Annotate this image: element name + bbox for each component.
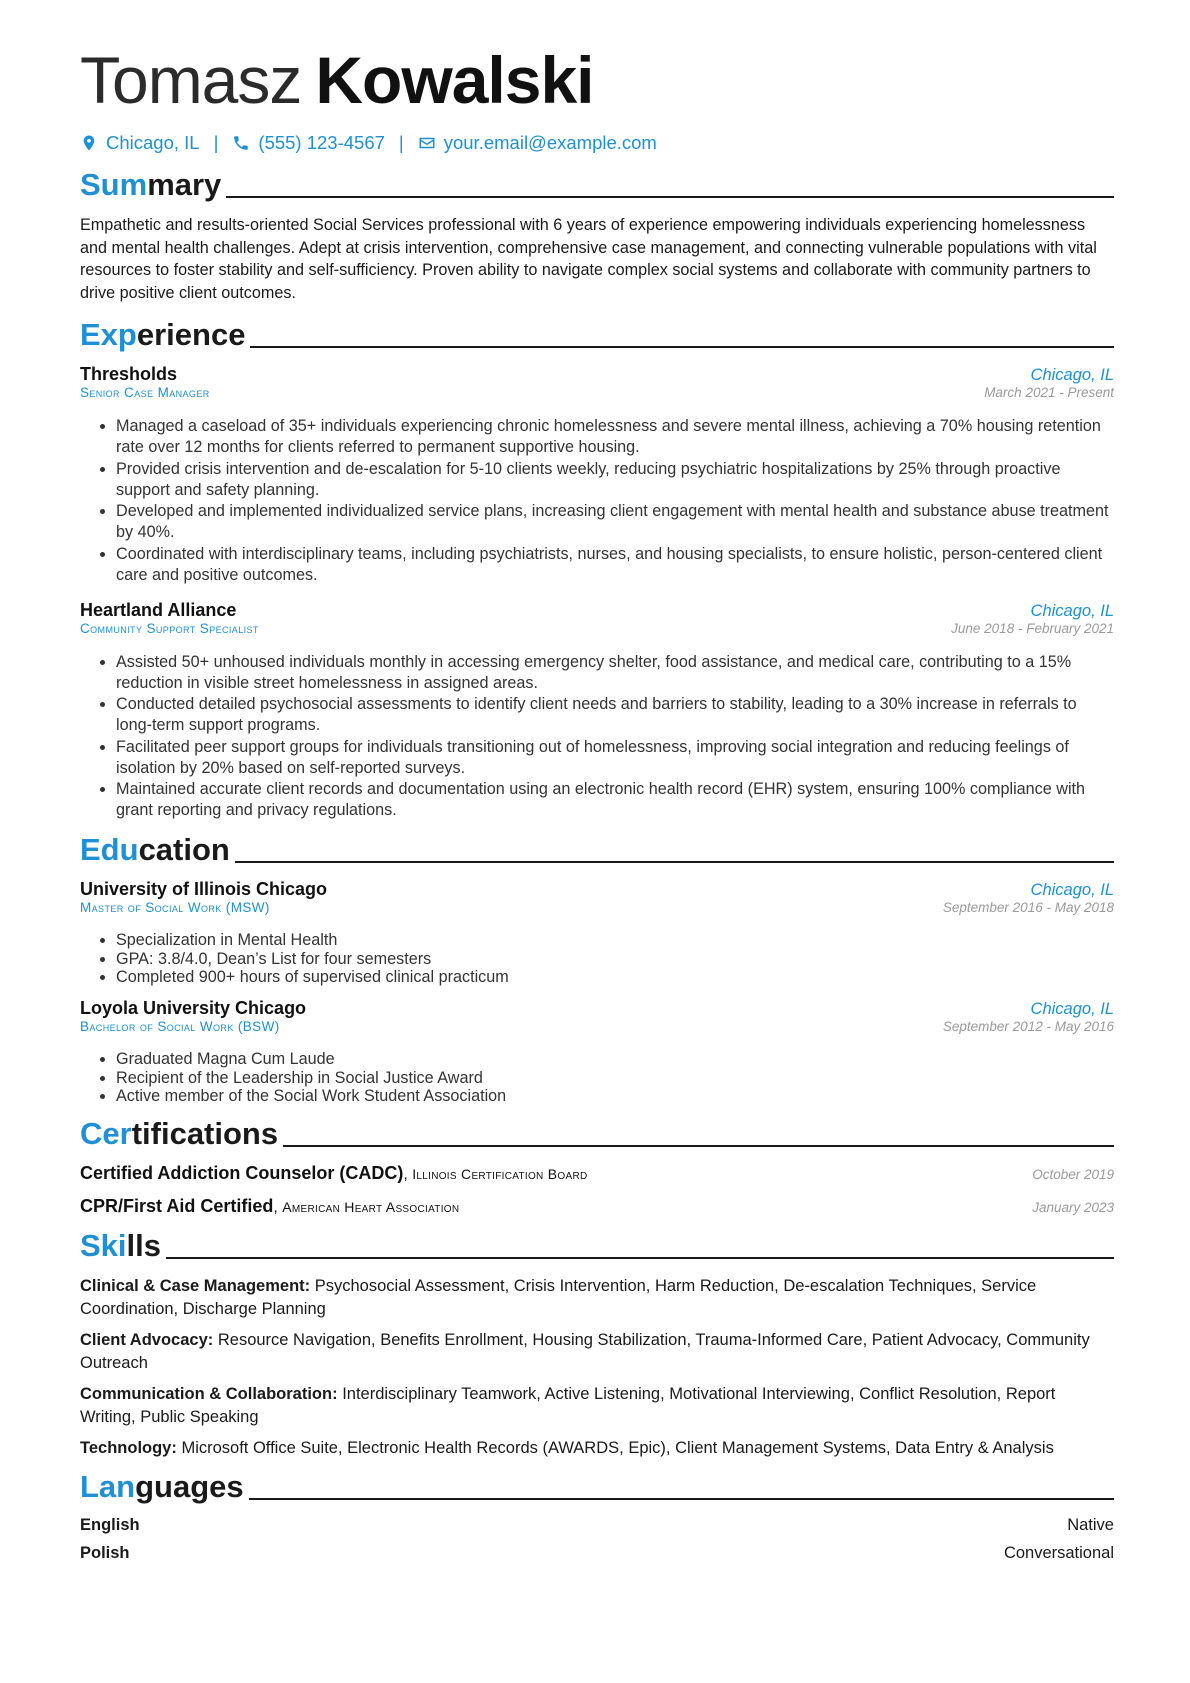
language-item (80, 1516, 1114, 1535)
summary-heading (80, 168, 1114, 202)
summary-text: Empathetic and results-oriented Social Services professional with 6 years of experience empowering individuals experiencing homelessness and mental health challenges. Adept at crisis intervention, comprehensive case management, and connecting vulnerable populations with vital resources to foster stability and self-sufficiency. Proven ability to navigate complex social systems and collaborate with community partners to drive positive client outcomes. (80, 216, 1097, 302)
map-pin-icon (80, 134, 98, 152)
school-name: University of Illinois Chicago (80, 879, 328, 900)
education-heading (80, 833, 1114, 867)
job-dates: March 2021 - Present (984, 385, 1114, 401)
candidate-name (80, 44, 1114, 116)
skill-group (80, 1329, 1114, 1374)
job-title: Community Support Specialist (80, 620, 259, 636)
contact-separator: | (398, 132, 404, 153)
section-rule (283, 1145, 1114, 1147)
contact-separator: | (213, 132, 219, 153)
heading-rest: mary (147, 167, 222, 202)
skill-items: Resource Navigation, Benefits Enrollment, Housing Stabilization, Trauma-Informed Care, Patient Advocacy, Community Outreach (80, 1331, 1090, 1372)
list-item: • Graduated Magna Cum Laude (116, 1050, 1114, 1068)
list-item: • GPA: 3.8/4.0, Dean’s List for four semesters (116, 950, 1114, 968)
list-item: • Assisted 50+ unhoused individuals monthly in accessing emergency shelter, food assistance, and medical care, contributing to a 15% reduction in visible street homelessness in assigned areas. (116, 652, 1114, 694)
job-dates: June 2018 - February 2021 (951, 620, 1114, 636)
school-location: Chicago, IL (1030, 1000, 1114, 1019)
language-level: Conversational (1003, 1543, 1114, 1562)
job-bullets (80, 652, 1114, 822)
heading-rest: erience (136, 317, 246, 353)
section-rule (250, 346, 1114, 348)
location-text: Chicago, IL (106, 132, 200, 153)
education-entry (80, 879, 1114, 986)
last-name: Kowalski (315, 43, 594, 117)
skill-group (80, 1275, 1114, 1320)
section-rule (166, 1257, 1114, 1259)
contact-bar (80, 132, 1114, 154)
education-dates: September 2016 - May 2018 (942, 900, 1114, 916)
skill-items: Microsoft Office Suite, Electronic Health Records (AWARDS, Epic), Client Management Systems, Data Entry & Analysis (181, 1439, 1054, 1458)
certification-date: October 2019 (1032, 1167, 1114, 1183)
phone-text: (555) 123-4567 (258, 132, 385, 153)
envelope-icon (418, 134, 436, 152)
list-item: • Maintained accurate client records and documentation using an electronic health record (EHR) system, ensuring 100% compliance with grant reporting and privacy regulations. (116, 779, 1114, 821)
skill-items: Interdisciplinary Teamwork, Active Listening, Motivational Interviewing, Conflict Resolution, Report Writing, Public Speaking (80, 1385, 1056, 1426)
list-item: • Managed a caseload of 35+ individuals experiencing chronic homelessness and severe mental illness, achieving a 70% housing retention rate over 12 months for clients referred to permanent supportive housing. (116, 416, 1114, 458)
first-name: Tomasz (80, 43, 302, 117)
skill-group (80, 1437, 1114, 1460)
list-item: • Coordinated with interdisciplinary teams, including psychiatrists, nurses, and housing specialists, to ensure holistic, person-centered client care and positive outcomes. (116, 544, 1114, 586)
languages-heading (80, 1470, 1114, 1504)
degree: Bachelor of Social Work (BSW) (80, 1019, 280, 1035)
experience-entry (80, 600, 1114, 822)
certifications-heading (80, 1117, 1114, 1151)
heading-rest: tifications (131, 1116, 279, 1152)
list-item: • Conducted detailed psychosocial assessments to identify client needs and barriers to stability, leading to a 30% increase in referrals to long-term support programs. (116, 694, 1114, 736)
heading-accent: Sum (80, 167, 148, 202)
skill-label: Communication & Collaboration: (80, 1385, 338, 1404)
education-bullets (80, 1050, 1114, 1105)
certification-name: CPR/First Aid Certified (80, 1196, 274, 1217)
school-location: Chicago, IL (1030, 881, 1114, 900)
skill-items: Psychosocial Assessment, Crisis Intervention, Harm Reduction, De-escalation Techniques, Service Coordination, Discharge Planning (80, 1277, 1037, 1318)
heading-accent: Edu (80, 832, 139, 868)
list-item: • Developed and implemented individualized service plans, increasing client engagement with mental health and substance abuse treatment by 40%. (116, 501, 1114, 543)
list-item: • Facilitated peer support groups for individuals transitioning out of homelessness, improving social integration and reducing feelings of isolation by 20% based on self-reported surveys. (116, 737, 1114, 779)
skills-heading (80, 1229, 1114, 1263)
heading-rest: guages (135, 1468, 244, 1504)
heading-accent: Lan (80, 1468, 136, 1504)
heading-accent: Ski (80, 1228, 127, 1264)
job-location: Chicago, IL (1030, 601, 1114, 620)
section-rule (226, 196, 1114, 198)
job-location: Chicago, IL (1030, 366, 1114, 385)
language-item (80, 1544, 1114, 1563)
contact-phone[interactable] (232, 132, 385, 154)
skill-label: Client Advocacy: (80, 1331, 214, 1350)
language-level: Native (1067, 1515, 1114, 1534)
list-item: • Completed 900+ hours of supervised clinical practicum (116, 968, 1114, 986)
list-item: • Recipient of the Leadership in Social Justice Award (116, 1069, 1114, 1087)
heading-accent: Cer (80, 1116, 132, 1152)
certification-name: Certified Addiction Counselor (CADC) (80, 1163, 404, 1184)
list-item: • Specialization in Mental Health (116, 931, 1114, 949)
education-dates: September 2012 - May 2016 (942, 1019, 1114, 1035)
certification-item: CPR/First Aid Certified, American Heart Association January 2023 (80, 1196, 1114, 1217)
language-name: Polish (80, 1543, 130, 1562)
section-rule (235, 861, 1114, 863)
school-name: Loyola University Chicago (80, 998, 307, 1019)
skill-label: Technology: (80, 1439, 177, 1458)
list-item: • Provided crisis intervention and de-escalation for 5-10 clients weekly, reducing psychiatric hospitalizations by 25% through proactive support and safety planning. (116, 459, 1114, 501)
employer-name: Thresholds (80, 364, 178, 385)
experience-entry (80, 364, 1114, 586)
email-link[interactable]: your.email@example.com (443, 132, 657, 153)
section-rule (249, 1498, 1114, 1500)
education-bullets (80, 931, 1114, 986)
language-name: English (80, 1515, 140, 1534)
phone-icon (232, 134, 250, 152)
job-title: Senior Case Manager (80, 385, 210, 401)
heading-accent: Exp (80, 317, 137, 353)
employer-name: Heartland Alliance (80, 599, 237, 620)
certification-issuer: Illinois Certification Board (412, 1166, 588, 1183)
degree: Master of Social Work (MSW) (80, 900, 270, 916)
certification-issuer: American Heart Association (282, 1199, 460, 1216)
education-entry (80, 998, 1114, 1105)
certification-item: Certified Addiction Counselor (CADC), Illinois Certification Board October 2019 (80, 1163, 1114, 1184)
heading-rest: cation (138, 832, 230, 868)
skill-label: Clinical & Case Management: (80, 1277, 311, 1296)
certification-date: January 2023 (1032, 1200, 1114, 1216)
contact-location (80, 132, 200, 154)
heading-rest: lls (126, 1228, 161, 1264)
list-item: • Active member of the Social Work Student Association (116, 1087, 1114, 1105)
contact-email[interactable] (418, 132, 657, 154)
job-bullets (80, 416, 1114, 586)
experience-heading (80, 318, 1114, 352)
skill-group (80, 1383, 1114, 1428)
